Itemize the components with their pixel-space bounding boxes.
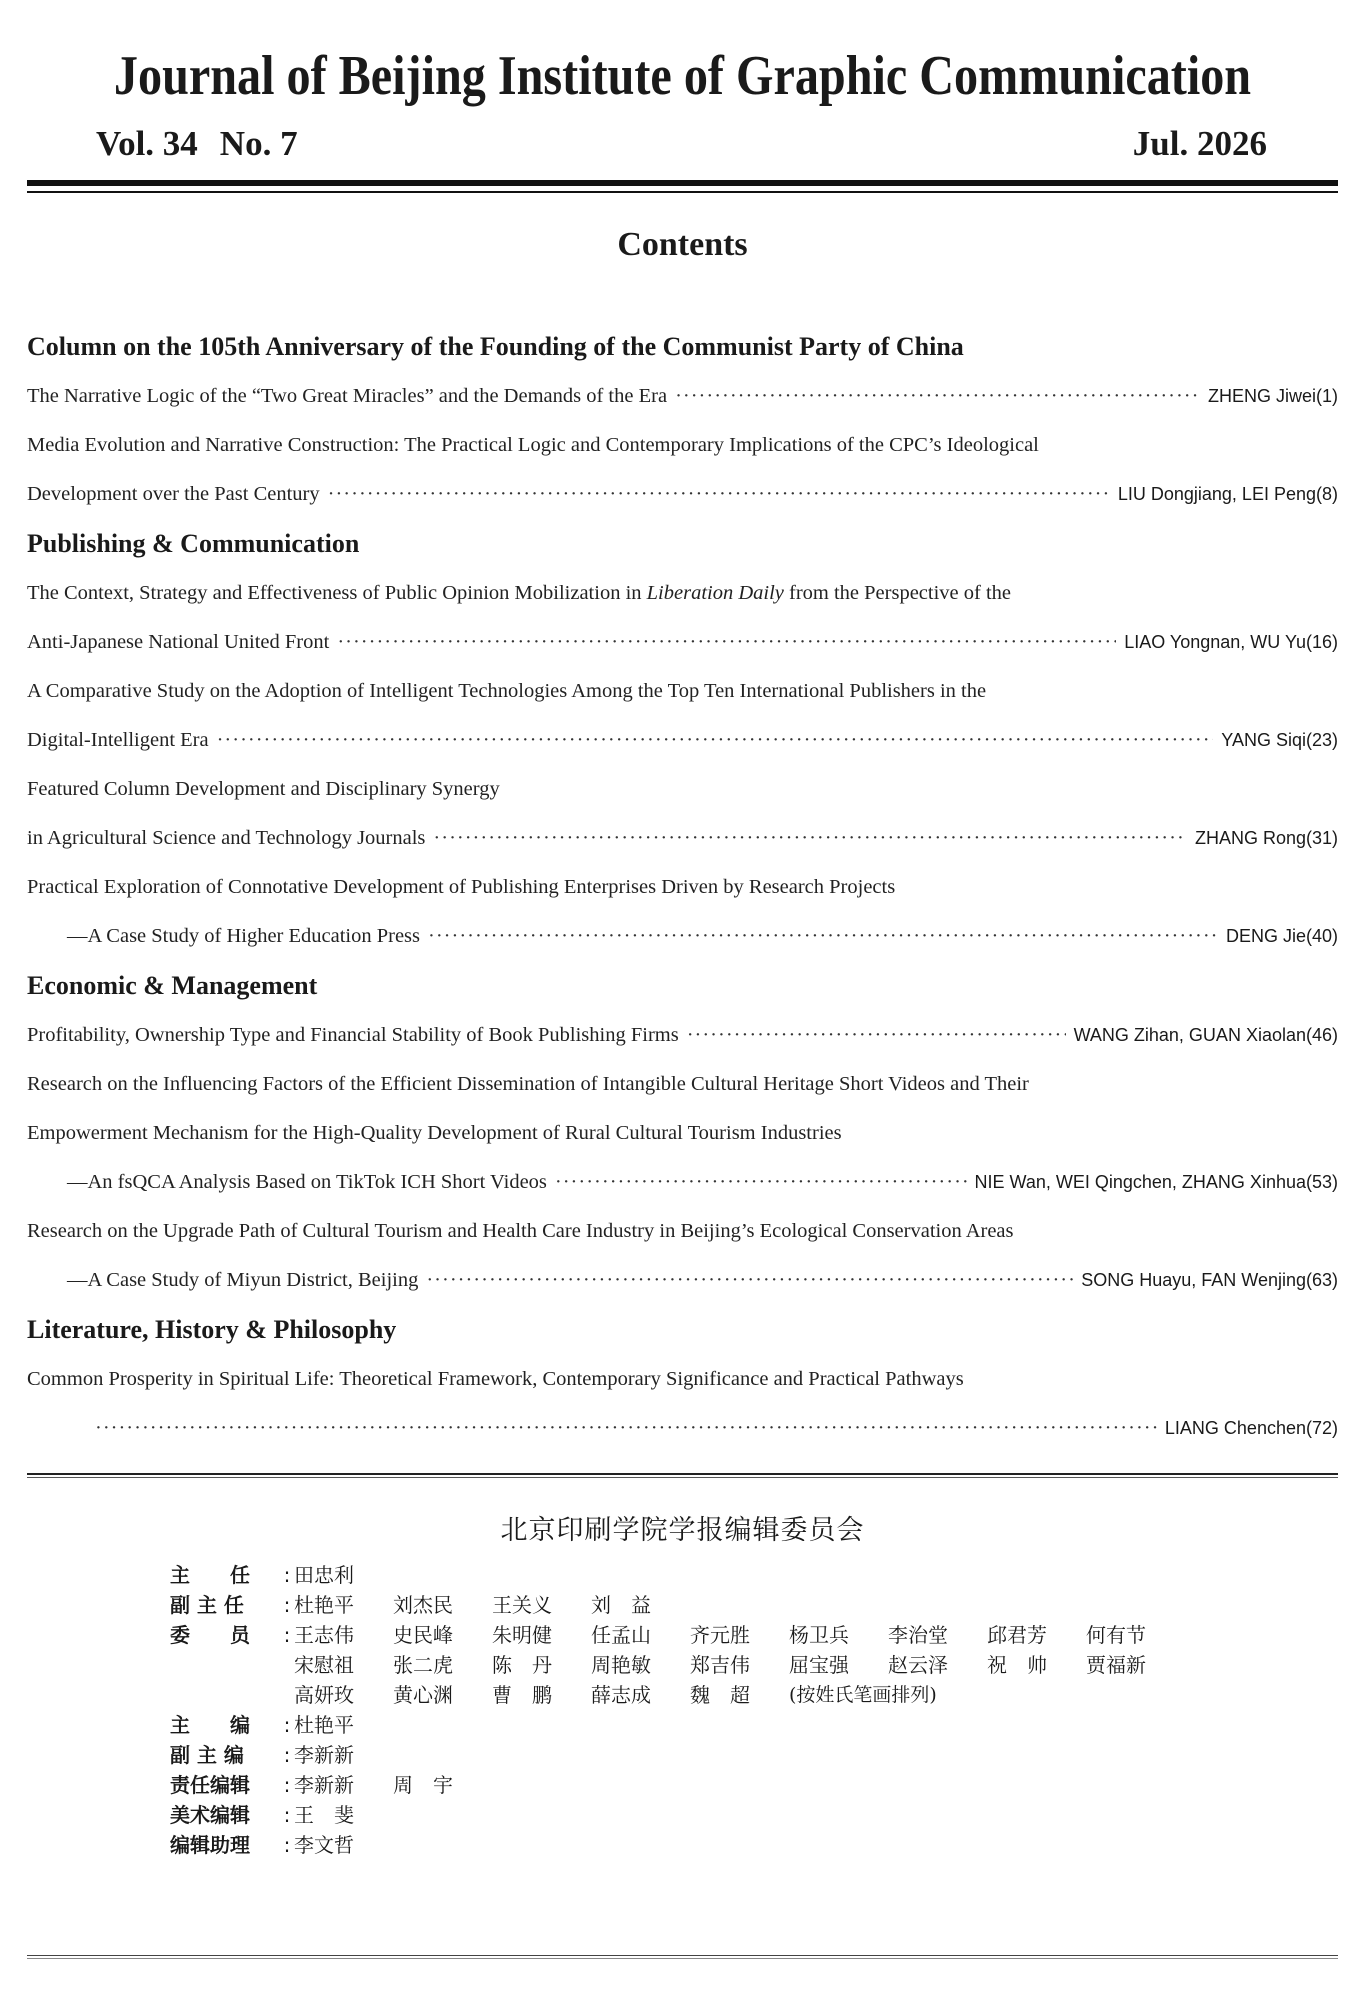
entry-title-line: Common Prosperity in Spiritual Life: Theoretical Framework, Contemporary Significance and Practical Pathways — [27, 1368, 964, 1390]
board-member-name: 邱君芳 — [987, 1623, 1047, 1647]
entry-author-page: LIAO Yongnan, WU Yu(16) — [1124, 632, 1338, 652]
leader-dots — [337, 618, 1116, 667]
entry-author-page: LIANG Chenchen(72) — [1164, 1418, 1338, 1438]
toc-entry — [27, 814, 1338, 863]
board-member-name: 杨卫兵 — [789, 1623, 849, 1647]
board-member-name: 田忠利 — [294, 1563, 354, 1587]
section-heading: Literature, History & Philosophy — [27, 1315, 397, 1344]
editorial-board-title: 北京印刷学院学报编辑委员会 — [500, 1515, 865, 1546]
volume: Vol. 34 — [96, 124, 198, 163]
toc-entry — [27, 1158, 1338, 1207]
section-heading: Publishing & Communication — [27, 529, 360, 558]
entry-title-line: Featured Column Development and Disciplinary Synergy — [27, 778, 500, 800]
board-row — [170, 1770, 1185, 1800]
board-member-name: 王志伟 — [294, 1623, 354, 1647]
board-colon: : — [283, 1713, 291, 1737]
table-of-contents — [27, 322, 1338, 1453]
board-colon — [280, 1650, 294, 1680]
leader-dots — [426, 1256, 1073, 1305]
issue-number: No. 7 — [219, 124, 298, 163]
entry-title-line: Research on the Upgrade Path of Cultural Tourism and Health Care Industry in Beijing’s Ecological Conservation Areas — [27, 1220, 1014, 1242]
board-colon: : — [283, 1623, 291, 1647]
board-member-name: 张二虎 — [393, 1653, 453, 1677]
entry-title-text: in Agricultural Science and Technology Journals — [27, 827, 426, 849]
entry-author-page: SONG Huayu, FAN Wenjing(63) — [1081, 1270, 1338, 1290]
toc-entry — [27, 1011, 1338, 1060]
board-row — [170, 1680, 1185, 1710]
board-role: 编辑助理 — [170, 1833, 250, 1857]
board-member-name: 赵云泽 — [888, 1653, 948, 1677]
board-member-name: 祝 帅 — [987, 1653, 1047, 1677]
board-role: 副 主 编 — [170, 1743, 244, 1767]
board-member-name: 宋慰祖 — [294, 1653, 354, 1677]
board-member-name: 任孟山 — [591, 1623, 651, 1647]
board-role: 副 主 任 — [170, 1593, 244, 1617]
entry-title-line: A Comparative Study on the Adoption of Intelligent Technologies Among the Top Ten International Publishers in the — [27, 680, 987, 702]
entry-title-text: Digital-Intelligent Era — [27, 729, 209, 751]
board-names — [294, 1740, 393, 1770]
entry-title-text: from the Perspective of the — [783, 582, 1012, 604]
board-row — [170, 1650, 1185, 1680]
toc-entry — [27, 372, 1338, 421]
board-member-name: 李新新 — [294, 1743, 354, 1767]
section-heading: Economic & Management — [27, 971, 318, 1000]
toc-entry — [27, 618, 1338, 667]
entry-author-page: WANG Zihan, GUAN Xiaolan(46) — [1073, 1025, 1338, 1045]
board-member-name: 王 斐 — [294, 1803, 354, 1827]
toc-entry — [27, 1404, 1338, 1453]
entry-title-text: Development over the Past Century — [27, 483, 320, 505]
entry-title-line: Media Evolution and Narrative Construction: The Practical Logic and Contemporary Implications of the CPC’s Ideological — [27, 434, 1039, 456]
board-names — [294, 1650, 1185, 1680]
board-row — [170, 1740, 1185, 1770]
journal-title: Journal of Beijing Institute of Graphic Communication — [113, 45, 1252, 107]
toc-entry — [27, 1256, 1338, 1305]
volume-number — [96, 124, 298, 164]
board-role: 委 员 — [170, 1623, 250, 1647]
entry-author-page: ZHANG Rong(31) — [1194, 828, 1338, 848]
leader-dots — [95, 1404, 1157, 1453]
board-role: 主 编 — [170, 1713, 250, 1737]
footer-rule-thin — [27, 1958, 1338, 1959]
leader-dots — [433, 814, 1187, 863]
leader-dots — [428, 912, 1218, 961]
contents-title: Contents — [617, 226, 748, 263]
footer-rule — [27, 1955, 1338, 1956]
board-row — [170, 1710, 1185, 1740]
entry-title-italic: Liberation Daily — [646, 582, 784, 604]
leader-dots — [328, 470, 1110, 519]
board-names — [294, 1800, 393, 1830]
board-member-name: 史民峰 — [393, 1623, 453, 1647]
section-divider-thin — [27, 1477, 1338, 1478]
board-member-name: 魏 超 — [690, 1683, 750, 1707]
entry-title-text: Anti-Japanese National United Front — [27, 631, 330, 653]
issue-date: Jul. 2026 — [1132, 124, 1267, 163]
board-row — [170, 1590, 1185, 1620]
toc-entry — [27, 716, 1338, 765]
board-row — [170, 1830, 1185, 1860]
entry-author-page: DENG Jie(40) — [1225, 926, 1338, 946]
toc-entry — [27, 912, 1338, 961]
board-colon: : — [283, 1833, 291, 1857]
board-names — [294, 1620, 1185, 1650]
entry-author-page: YANG Siqi(23) — [1221, 730, 1338, 750]
board-member-name: 齐元胜 — [690, 1623, 750, 1647]
board-member-name: 周艳敏 — [591, 1653, 651, 1677]
board-role — [170, 1680, 280, 1710]
board-member-name: 李新新 — [294, 1773, 354, 1797]
entry-author-page: ZHENG Jiwei(1) — [1207, 386, 1338, 406]
board-colon: : — [283, 1743, 291, 1767]
entry-title-text: —A Case Study of Higher Education Press — [67, 925, 421, 947]
entry-title-text: The Narrative Logic of the “Two Great Miracles” and the Demands of the Era — [27, 385, 668, 407]
board-role — [170, 1650, 280, 1680]
entry-title-line: Practical Exploration of Connotative Development of Publishing Enterprises Driven by Research Projects — [27, 876, 896, 898]
board-colon: : — [283, 1593, 291, 1617]
board-names — [294, 1710, 393, 1740]
board-member-name: 杜艳平 — [294, 1593, 354, 1617]
board-member-name: 刘杰民 — [393, 1593, 453, 1617]
entry-title-text: —An fsQCA Analysis Based on TikTok ICH Short Videos — [67, 1171, 547, 1193]
board-member-name: 朱明健 — [492, 1623, 552, 1647]
board-member-name: 何有节 — [1086, 1623, 1146, 1647]
board-colon: : — [283, 1773, 291, 1797]
toc-entry — [27, 470, 1338, 519]
board-member-name: 高妍玫 — [294, 1683, 354, 1707]
section-divider — [27, 1473, 1338, 1475]
board-member-name: 陈 丹 — [492, 1653, 552, 1677]
board-names — [294, 1830, 393, 1860]
leader-dots — [555, 1158, 967, 1207]
board-row — [170, 1800, 1185, 1830]
entry-author-page: LIU Dongjiang, LEI Peng(8) — [1117, 484, 1338, 504]
board-row — [170, 1620, 1185, 1650]
board-role: 美术编辑 — [170, 1803, 250, 1827]
board-row — [170, 1560, 1185, 1590]
editorial-board — [170, 1560, 1185, 1860]
section-heading: Column on the 105th Anniversary of the Founding of the Communist Party of China — [27, 332, 964, 361]
board-member-name: 贾福新 — [1086, 1653, 1146, 1677]
header-rule-thin — [27, 191, 1338, 193]
board-names — [294, 1680, 937, 1710]
board-member-name: 李文哲 — [294, 1833, 354, 1857]
header-rule-thick — [27, 180, 1338, 186]
board-member-name: 曹 鹏 — [492, 1683, 552, 1707]
leader-dots — [687, 1011, 1066, 1060]
board-member-name: 郑吉伟 — [690, 1653, 750, 1677]
board-member-name: 王关义 — [492, 1593, 552, 1617]
board-member-name: 周 宇 — [393, 1773, 453, 1797]
entry-title-line — [27, 569, 1338, 618]
board-member-name: 屈宝强 — [789, 1653, 849, 1677]
entry-title-line: Research on the Influencing Factors of the Efficient Dissemination of Intangible Cultural Heritage Short Videos and Their — [27, 1073, 1029, 1095]
entry-title-text: —A Case Study of Miyun District, Beijing — [67, 1269, 419, 1291]
board-member-name: 李治堂 — [888, 1623, 948, 1647]
board-member-name: 刘 益 — [591, 1593, 651, 1617]
board-role: 责任编辑 — [170, 1773, 250, 1797]
board-note: (按姓氏笔画排列) — [789, 1684, 937, 1706]
board-member-name: 薛志成 — [591, 1683, 651, 1707]
board-names — [294, 1770, 492, 1800]
leader-dots — [217, 716, 1214, 765]
board-member-name: 黄心渊 — [393, 1683, 453, 1707]
board-colon — [280, 1680, 294, 1710]
entry-title-text: Profitability, Ownership Type and Financial Stability of Book Publishing Firms — [27, 1024, 679, 1046]
board-member-name: 杜艳平 — [294, 1713, 354, 1737]
leader-dots — [675, 372, 1200, 421]
entry-author-page: NIE Wan, WEI Qingchen, ZHANG Xinhua(53) — [974, 1172, 1338, 1192]
entry-title-text: The Context, Strategy and Effectiveness of Public Opinion Mobilization in — [27, 582, 647, 604]
board-names — [294, 1590, 690, 1620]
board-role: 主 任 — [170, 1563, 250, 1587]
entry-title-line: Empowerment Mechanism for the High-Quality Development of Rural Cultural Tourism Industries — [27, 1122, 842, 1144]
board-colon: : — [283, 1563, 291, 1587]
board-names — [294, 1560, 393, 1590]
board-colon: : — [283, 1803, 291, 1827]
